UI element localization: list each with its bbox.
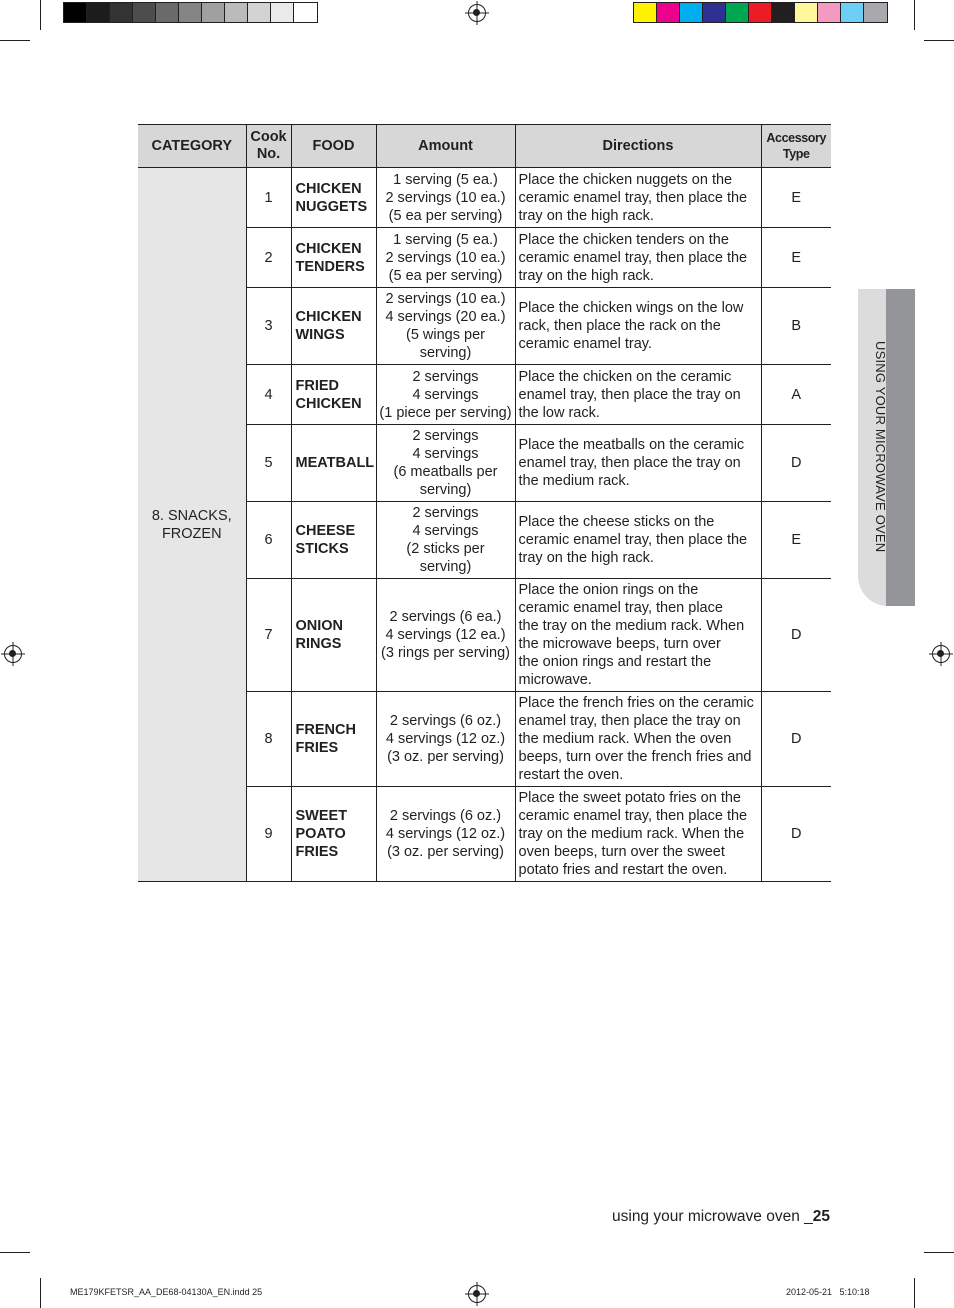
registration-mark-icon xyxy=(4,645,22,663)
cook-number-cell: 6 xyxy=(246,502,291,579)
directions-cell xyxy=(515,787,761,882)
food-cell xyxy=(291,288,376,365)
amount-cell xyxy=(376,425,515,502)
amount-cell xyxy=(376,579,515,692)
accessory-type-cell: A xyxy=(761,365,831,425)
crop-mark xyxy=(924,1252,954,1253)
directions-line: Place the onion rings on the xyxy=(518,582,699,598)
registration-mark-icon xyxy=(468,1285,486,1303)
directions-line: Place the meatballs on the ceramic xyxy=(518,437,745,453)
directions-cell xyxy=(515,365,761,425)
food-line: NUGGETS xyxy=(295,198,368,215)
color-swatch xyxy=(225,3,248,22)
page-footer-title xyxy=(612,1208,830,1226)
cook-number-cell: 1 xyxy=(246,168,291,228)
footer-section-text: using your microwave oven _ xyxy=(612,1208,813,1225)
amount-cell xyxy=(376,787,515,882)
chapter-side-tab xyxy=(858,289,915,606)
color-swatch xyxy=(634,3,657,22)
amount-line: 2 servings xyxy=(412,505,479,521)
amount-line: (2 sticks per xyxy=(406,541,485,557)
food-cell xyxy=(291,692,376,787)
accessory-type-cell: E xyxy=(761,168,831,228)
amount-line: serving) xyxy=(419,345,472,361)
food-cell xyxy=(291,579,376,692)
color-swatch xyxy=(156,3,179,22)
print-slug-timestamp: 2012-05-21 5:10:18 xyxy=(786,1287,870,1297)
directions-line: tray on the high rack. xyxy=(518,267,654,284)
amount-line: (5 ea per serving) xyxy=(388,207,503,224)
food-line: FRIED xyxy=(295,377,339,394)
directions-line: oven beeps, turn over the sweet xyxy=(518,844,725,860)
crop-mark xyxy=(914,1278,915,1308)
directions-line: enamel tray, then place the tray on xyxy=(518,713,741,729)
crop-mark xyxy=(40,0,41,30)
amount-line: 1 serving (5 ea.) xyxy=(393,171,498,188)
directions-line: enamel tray, then place the tray on xyxy=(518,455,741,471)
category-line1: 8. SNACKS, xyxy=(151,507,232,524)
food-line: CHEESE xyxy=(295,523,356,539)
food-line: FRIES xyxy=(295,844,339,860)
color-swatch xyxy=(657,3,680,22)
directions-cell xyxy=(515,579,761,692)
accessory-type-cell: E xyxy=(761,502,831,579)
cook-number-cell: 4 xyxy=(246,365,291,425)
amount-line: (5 wings per xyxy=(406,327,485,343)
food-cell xyxy=(291,502,376,579)
directions-line: the medium rack. xyxy=(518,473,630,489)
crop-mark xyxy=(0,40,30,41)
food-line: RINGS xyxy=(295,636,342,652)
color-swatch xyxy=(271,3,294,22)
color-swatch xyxy=(864,3,887,22)
side-tab-label: USING YOUR MICROWAVE OVEN xyxy=(873,341,888,553)
directions-line: ceramic enamel tray, then place the xyxy=(518,249,748,266)
amount-line: (1 piece per serving) xyxy=(379,404,512,421)
directions-line: the onion rings and restart the xyxy=(518,654,712,670)
food-line: WINGS xyxy=(295,327,345,343)
directions-line: rack, then place the rack on the xyxy=(518,318,721,334)
amount-line: (3 oz. per serving) xyxy=(387,749,504,765)
amount-line: (3 rings per serving) xyxy=(381,645,510,661)
amount-line: serving) xyxy=(419,559,472,575)
amount-line: 2 servings (10 ea.) xyxy=(385,249,506,266)
cook-number-cell: 2 xyxy=(246,228,291,288)
accessory-type-cell: D xyxy=(761,579,831,692)
accessory-type-cell: B xyxy=(761,288,831,365)
header-food: FOOD xyxy=(291,125,376,168)
header-amount: Amount xyxy=(376,125,515,168)
directions-line: tray on the high rack. xyxy=(518,550,654,566)
amount-line: (5 ea per serving) xyxy=(388,267,503,284)
table-header-row xyxy=(138,125,831,168)
accessory-type-cell: D xyxy=(761,787,831,882)
amount-line: 2 servings (6 ea.) xyxy=(389,609,502,625)
food-line: CHICKEN xyxy=(295,180,362,197)
directions-line: restart the oven. xyxy=(518,767,624,783)
header-cook-no-line1: Cook xyxy=(250,129,287,145)
directions-line: Place the chicken nuggets on the xyxy=(518,171,733,188)
directions-line: the low rack. xyxy=(518,404,600,421)
food-line: STICKS xyxy=(295,541,349,557)
amount-line: 2 servings (10 ea.) xyxy=(385,291,506,307)
amount-line: 2 servings (6 oz.) xyxy=(389,713,502,729)
directions-line: ceramic enamel tray, then place the xyxy=(518,532,748,548)
registration-mark-icon xyxy=(468,4,486,22)
directions-line: tray on the medium rack. When the xyxy=(518,826,745,842)
header-directions: Directions xyxy=(515,125,761,168)
registration-mark-icon xyxy=(932,645,950,663)
crop-mark xyxy=(0,1252,30,1253)
amount-line: 1 serving (5 ea.) xyxy=(393,231,498,248)
auto-cook-table xyxy=(138,124,831,882)
amount-line: 4 servings (12 oz.) xyxy=(385,826,506,842)
color-swatch xyxy=(749,3,772,22)
food-line: POATO xyxy=(295,826,346,842)
directions-line: the microwave beeps, turn over xyxy=(518,636,721,652)
color-swatch xyxy=(772,3,795,22)
directions-cell xyxy=(515,502,761,579)
amount-line: 4 servings (20 ea.) xyxy=(385,309,506,325)
directions-line: tray on the high rack. xyxy=(518,207,654,224)
accessory-type-cell: E xyxy=(761,228,831,288)
directions-line: ceramic enamel tray, then place the xyxy=(518,189,748,206)
accessory-type-cell: D xyxy=(761,425,831,502)
color-swatch xyxy=(179,3,202,22)
header-cook-no xyxy=(246,125,291,168)
directions-line: the tray on the medium rack. When xyxy=(518,618,745,634)
directions-line: Place the chicken tenders on the xyxy=(518,231,729,248)
directions-cell xyxy=(515,288,761,365)
color-swatch xyxy=(248,3,271,22)
food-cell xyxy=(291,425,376,502)
amount-line: 4 servings (12 ea.) xyxy=(385,627,506,643)
amount-cell xyxy=(376,288,515,365)
food-cell xyxy=(291,365,376,425)
header-accessory-type xyxy=(761,125,831,168)
color-swatch xyxy=(202,3,225,22)
color-swatch xyxy=(87,3,110,22)
color-swatch xyxy=(795,3,818,22)
food-line: CHICKEN xyxy=(295,309,362,325)
cook-number-cell: 7 xyxy=(246,579,291,692)
amount-cell xyxy=(376,502,515,579)
grayscale-color-bar xyxy=(63,2,318,23)
amount-line: 2 servings (6 oz.) xyxy=(389,808,502,824)
accessory-type-cell: D xyxy=(761,692,831,787)
food-line: ONION xyxy=(295,618,344,634)
amount-line: 4 servings xyxy=(412,446,479,462)
print-slug-filename: ME179KFETSR_AA_DE68-04130A_EN.indd 25 xyxy=(70,1287,263,1297)
amount-line: serving) xyxy=(419,482,472,498)
amount-line: 2 servings xyxy=(412,428,479,444)
amount-cell xyxy=(376,692,515,787)
crop-mark xyxy=(924,40,954,41)
header-accessory-line1: Accessory xyxy=(766,131,827,145)
color-swatch xyxy=(703,3,726,22)
amount-line: (6 meatballs per xyxy=(393,464,498,480)
directions-line: Place the chicken on the ceramic xyxy=(518,368,732,385)
directions-line: ceramic enamel tray, then place the xyxy=(518,808,748,824)
amount-line: 4 servings xyxy=(412,386,479,403)
header-cook-no-line2: No. xyxy=(256,146,281,162)
color-swatch xyxy=(110,3,133,22)
color-swatch xyxy=(680,3,703,22)
amount-line: 4 servings xyxy=(412,523,479,539)
amount-cell xyxy=(376,168,515,228)
directions-cell xyxy=(515,692,761,787)
food-cell xyxy=(291,787,376,882)
directions-cell xyxy=(515,425,761,502)
food-line: TENDERS xyxy=(295,258,365,275)
directions-line: enamel tray, then place the tray on xyxy=(518,386,741,403)
color-swatch xyxy=(818,3,841,22)
page-number: 25 xyxy=(812,1208,830,1225)
food-line: FRIES xyxy=(295,740,339,756)
cmyk-color-bar xyxy=(633,2,888,23)
food-line: CHICKEN xyxy=(295,395,362,412)
amount-cell xyxy=(376,365,515,425)
cook-number-cell: 3 xyxy=(246,288,291,365)
cook-number-cell: 8 xyxy=(246,692,291,787)
amount-line: 4 servings (12 oz.) xyxy=(385,731,506,747)
color-swatch xyxy=(64,3,87,22)
food-line: FRENCH xyxy=(295,722,356,738)
food-line: SWEET xyxy=(295,808,348,824)
amount-line: 2 servings (10 ea.) xyxy=(385,189,506,206)
directions-line: Place the cheese sticks on the xyxy=(518,514,715,530)
directions-line: Place the french fries on the ceramic xyxy=(518,695,754,711)
directions-cell xyxy=(515,228,761,288)
table-body xyxy=(138,168,831,882)
amount-line: 2 servings xyxy=(412,368,479,385)
directions-line: potato fries and restart the oven. xyxy=(518,862,728,878)
directions-line: the medium rack. When the oven xyxy=(518,731,732,747)
food-cell xyxy=(291,168,376,228)
food-cell xyxy=(291,228,376,288)
cook-number-cell: 5 xyxy=(246,425,291,502)
category-cell xyxy=(138,168,246,882)
amount-cell xyxy=(376,228,515,288)
color-swatch xyxy=(841,3,864,22)
directions-line: ceramic enamel tray. xyxy=(518,336,652,352)
food-line: MEATBALL xyxy=(295,455,375,471)
crop-mark xyxy=(914,0,915,30)
cook-number-cell: 9 xyxy=(246,787,291,882)
directions-cell xyxy=(515,168,761,228)
color-swatch xyxy=(726,3,749,22)
directions-line: Place the chicken wings on the low xyxy=(518,300,744,316)
crop-mark xyxy=(40,1278,41,1308)
directions-line: beeps, turn over the french fries and xyxy=(518,749,752,765)
header-accessory-line2: Type xyxy=(782,147,810,161)
header-category: CATEGORY xyxy=(138,125,246,168)
food-line: CHICKEN xyxy=(295,240,362,257)
directions-line: ceramic enamel tray, then place xyxy=(518,600,723,616)
directions-line: Place the sweet potato fries on the xyxy=(518,790,741,806)
side-tab-dark-strip xyxy=(886,289,915,606)
table-row xyxy=(138,168,831,228)
amount-line: (3 oz. per serving) xyxy=(387,844,504,860)
directions-line: microwave. xyxy=(518,672,592,688)
color-swatch xyxy=(294,3,317,22)
category-line2: FROZEN xyxy=(161,525,222,542)
color-swatch xyxy=(133,3,156,22)
